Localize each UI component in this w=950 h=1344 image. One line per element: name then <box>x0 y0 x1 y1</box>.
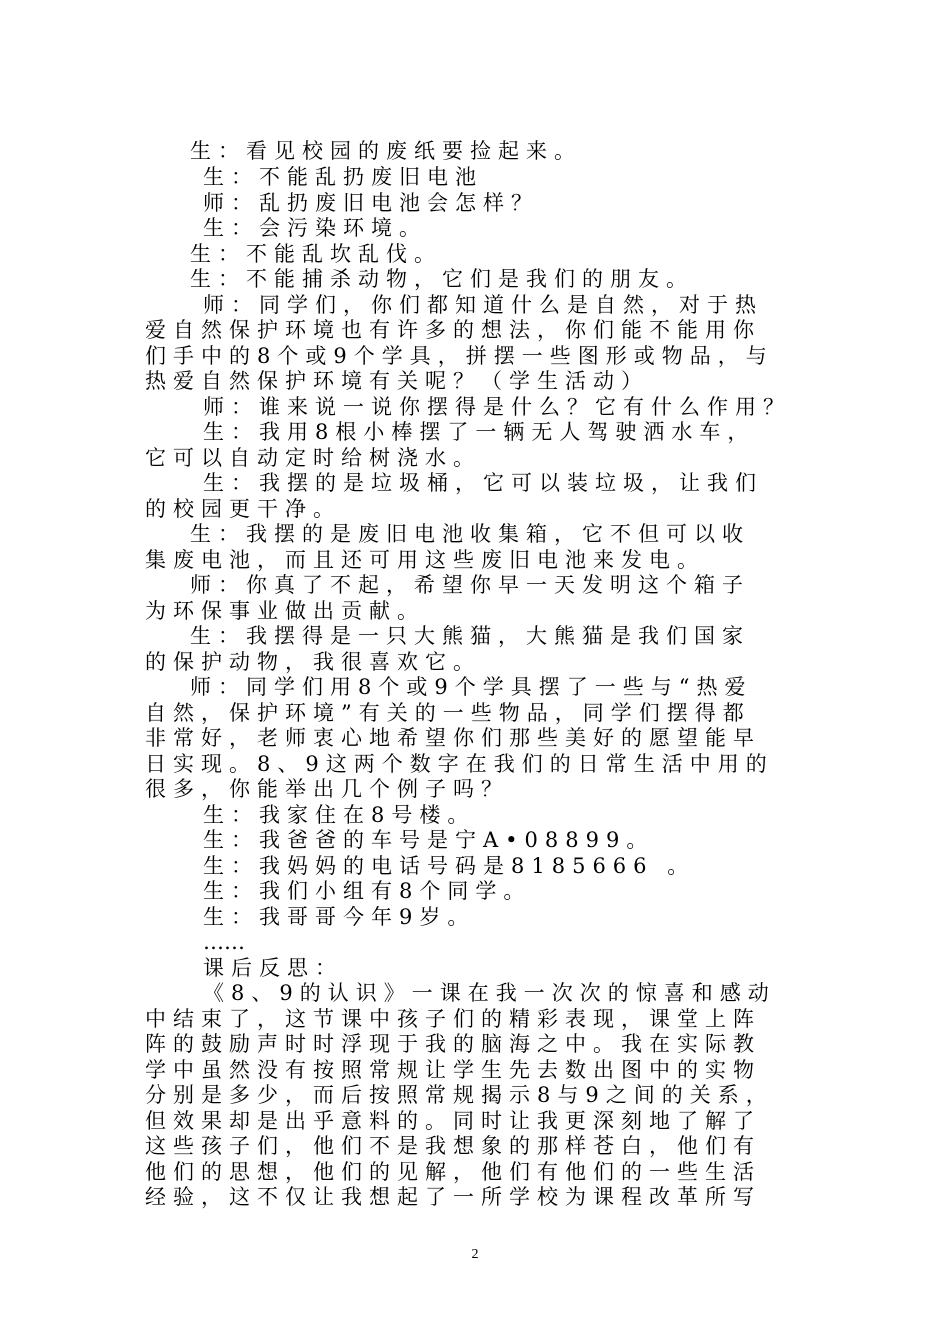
text-line: 为环保事业做出贡献。 <box>145 599 425 623</box>
text-line: 生：不能捕杀动物，它们是我们的朋友。 <box>190 267 694 291</box>
text-line: 它可以自动定时给树浇水。 <box>145 446 481 470</box>
text-line: 很多，你能举出几个例子吗？ <box>145 777 509 801</box>
text-line: 生：我摆的是废旧电池收集箱，它不但可以收 <box>190 522 750 546</box>
text-line: 非常好，老师衷心地希望你们那些美好的愿望能早 <box>145 726 761 750</box>
text-line: 生：我用8根小棒摆了一辆无人驾驶洒水车， <box>203 420 756 444</box>
text-line: 师：谁来说一说你摆得是什么？它有什么作用？ <box>203 395 791 419</box>
text-line: 师：同学们，你们都知道什么是自然，对于热 <box>203 293 763 317</box>
section-heading: 课后反思： <box>203 956 343 980</box>
text-line: 的校园更干净。 <box>145 497 341 521</box>
text-line: 经验，这不仅让我想起了一所学校为课程改革所写 <box>145 1185 761 1209</box>
text-line: 生：我摆的是垃圾桶，它可以装垃圾，让我们 <box>203 471 763 495</box>
text-line: 自然，保护环境”有关的一些物品，同学们摆得都 <box>145 701 751 725</box>
text-line: 分别是多少，而后按照常规揭示8与9之间的关系， <box>145 1083 774 1107</box>
text-line: 集废电池，而且还可用这些废旧电池来发电。 <box>145 548 705 572</box>
text-line: 师：乱扔废旧电池会怎样？ <box>203 191 539 215</box>
text-line: 生：我们小组有8个同学。 <box>203 879 532 903</box>
text-line: 阵的鼓励声时时浮现于我的脑海之中。我在实际教 <box>145 1032 761 1056</box>
text-line: 《8、9的认识》一课在我一次次的惊喜和感动 <box>203 981 776 1005</box>
text-line: 生：我妈妈的电话号码是8185666 。 <box>203 854 696 878</box>
text-line: 中结束了，这节课中孩子们的精彩表现，课堂上阵 <box>145 1007 761 1031</box>
text-line: 生：会污染环境。 <box>203 216 427 240</box>
text-line: 这些孩子们，他们不是我想象的那样苍白，他们有 <box>145 1134 761 1158</box>
text-line: 爱自然保护环境也有许多的想法，你们能不能用你 <box>145 318 761 342</box>
text-line: 日实现。8、9这两个数字在我们的日常生活中用的 <box>145 752 774 776</box>
text-line: 他们的思想，他们的见解，他们有他们的一些生活 <box>145 1160 761 1184</box>
text-line: 热爱自然保护环境有关呢？（学生活动） <box>145 369 649 393</box>
text-line: 生：看见校园的废纸要捡起来。 <box>190 139 582 163</box>
text-line: 生：我摆得是一只大熊猫，大熊猫是我们国家 <box>190 624 750 648</box>
text-line: 们手中的8个或9个学具，拼摆一些图形或物品，与 <box>145 344 774 368</box>
text-line: 生：我哥哥今年9岁。 <box>203 905 476 929</box>
text-line: 但效果却是出乎意料的。同时让我更深刻地了解了 <box>145 1109 761 1133</box>
text-line: 学中虽然没有按照常规让学生先去数出图中的实物 <box>145 1058 761 1082</box>
text-line: 生：不能乱扔废旧电池 <box>203 165 483 189</box>
text-line: 生：不能乱坎乱伐。 <box>190 242 442 266</box>
page-number: 2 <box>471 1247 479 1262</box>
text-line: 生：我爸爸的车号是宁A•08899。 <box>203 828 655 852</box>
text-line: 师：你真了不起，希望你早一天发明这个箱子 <box>190 573 750 597</box>
text-line: 生：我家住在8号楼。 <box>203 803 476 827</box>
text-line: 的保护动物，我很喜欢它。 <box>145 650 481 674</box>
text-line: 师：同学们用8个或9个学具摆了一些与“热爱 <box>190 675 753 699</box>
ellipsis: …… <box>203 930 245 954</box>
